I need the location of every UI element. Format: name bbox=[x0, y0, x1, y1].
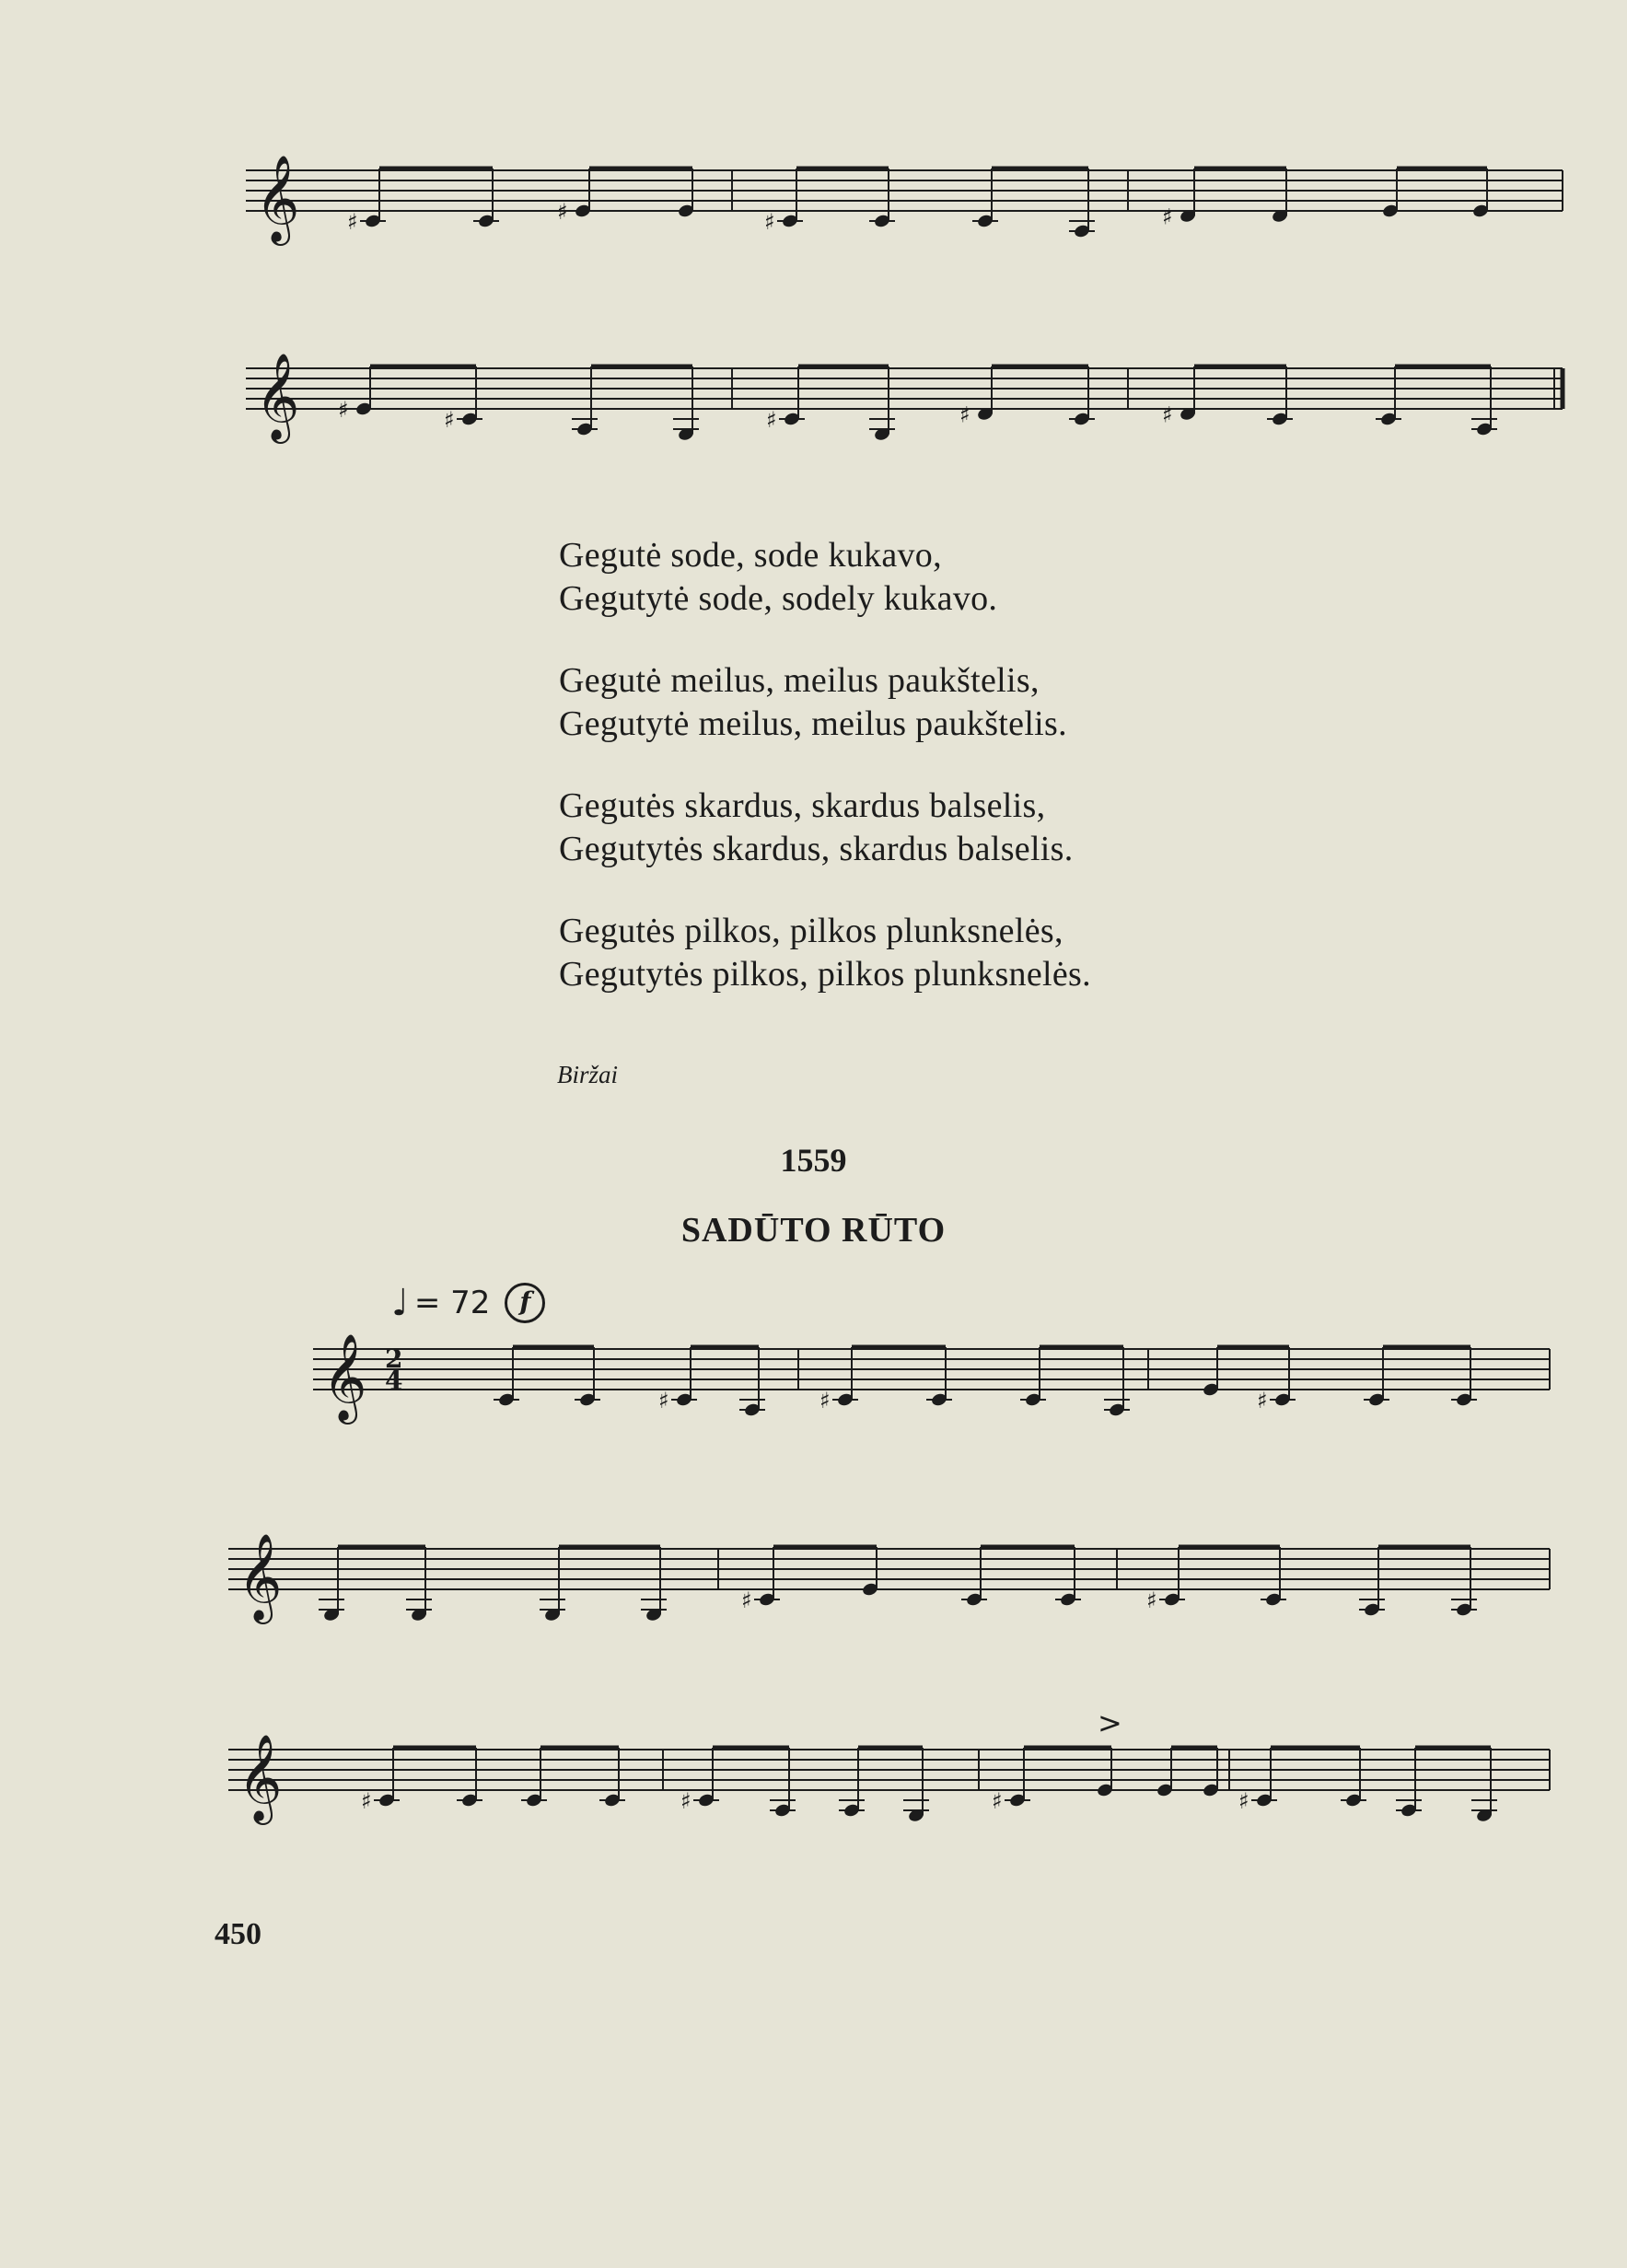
lyric-line: Gegutės skardus, skardus balselis, bbox=[559, 786, 1046, 825]
treble-clef-icon: 𝄞 bbox=[238, 1533, 283, 1621]
sharp-icon: ♯ bbox=[361, 1788, 372, 1814]
music-staff-5 bbox=[0, 1727, 1627, 1874]
sharp-icon: ♯ bbox=[444, 407, 455, 433]
stanza-3 bbox=[559, 785, 1296, 871]
page-number: 450 bbox=[215, 1917, 261, 1951]
time-signature-top: 2 bbox=[385, 1343, 403, 1374]
sharp-icon: ♯ bbox=[766, 407, 777, 433]
sharp-icon: ♯ bbox=[1146, 1588, 1157, 1613]
stanza-1 bbox=[559, 534, 1296, 621]
sharp-icon: ♯ bbox=[680, 1788, 691, 1814]
song-number: 1559 bbox=[780, 1142, 847, 1179]
lyric-line: Gegutė meilus, meilus paukštelis, bbox=[559, 661, 1040, 700]
treble-clef-icon: 𝄞 bbox=[322, 1333, 367, 1421]
quarter-note-icon: ♩ bbox=[391, 1282, 409, 1324]
sharp-icon: ♯ bbox=[819, 1388, 831, 1413]
sharp-icon: ♯ bbox=[658, 1388, 669, 1413]
stanza-4 bbox=[559, 910, 1296, 996]
stanza-2 bbox=[559, 659, 1296, 746]
treble-clef-icon: 𝄞 bbox=[255, 155, 300, 242]
sharp-icon: ♯ bbox=[1162, 401, 1173, 428]
lyric-line: Gegutytė meilus, meilus paukštelis. bbox=[559, 704, 1067, 743]
sharp-icon: ♯ bbox=[1238, 1788, 1249, 1814]
treble-clef-icon: 𝄞 bbox=[238, 1734, 283, 1821]
place-of-origin: Biržai bbox=[557, 1061, 619, 1088]
lyrics-block bbox=[559, 534, 1296, 1035]
lyric-line: Gegutės pilkos, pilkos plunksnelės, bbox=[559, 912, 1063, 950]
sharp-icon: ♯ bbox=[764, 209, 775, 235]
sharp-icon: ♯ bbox=[959, 401, 970, 428]
sharp-icon: ♯ bbox=[557, 199, 568, 225]
music-staff-4 bbox=[0, 1526, 1627, 1673]
sharp-icon: ♯ bbox=[347, 209, 358, 235]
lyric-line: Gegutė sode, sode kukavo, bbox=[559, 536, 942, 575]
sharp-icon: ♯ bbox=[1257, 1388, 1268, 1413]
music-staff-3 bbox=[0, 1326, 1627, 1473]
treble-clef-icon: 𝄞 bbox=[255, 353, 300, 440]
sharp-icon: ♯ bbox=[338, 397, 349, 423]
lyric-line: Gegutytės pilkos, pilkos plunksnelės. bbox=[559, 955, 1091, 994]
sharp-icon: ♯ bbox=[1162, 204, 1173, 230]
tempo-value: = 72 bbox=[413, 1285, 491, 1321]
sharp-icon: ♯ bbox=[992, 1788, 1003, 1814]
tempo-marking bbox=[391, 1282, 545, 1324]
song-title: SADŪTO RŪTO bbox=[680, 1211, 947, 1250]
lyric-line: Gegutytės skardus, skardus balselis. bbox=[559, 830, 1074, 868]
music-staff-2 bbox=[0, 345, 1627, 493]
lyric-line: Gegutytė sode, sodely kukavo. bbox=[559, 579, 998, 618]
music-staff-1 bbox=[0, 147, 1627, 295]
sharp-icon: ♯ bbox=[741, 1588, 752, 1613]
time-signature-bottom: 4 bbox=[385, 1366, 403, 1396]
accent-mark: > bbox=[1098, 1705, 1122, 1740]
dynamic-forte-marking: f bbox=[505, 1283, 545, 1323]
